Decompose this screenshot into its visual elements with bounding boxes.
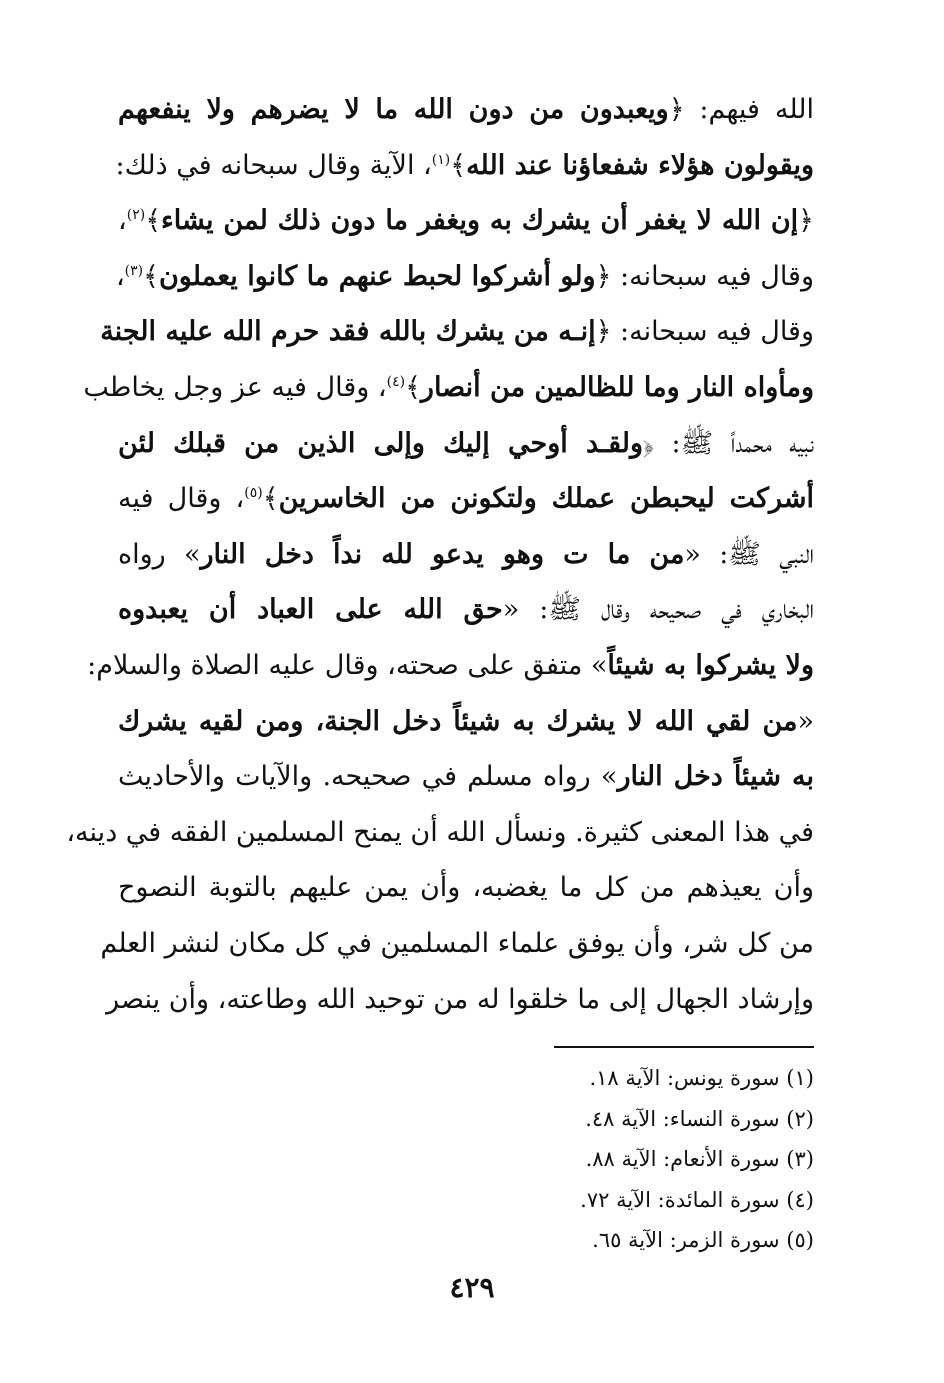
text-line (118, 582, 814, 638)
footnote-item: (٢) سورة النساء: الآية ٤٨. (585, 1106, 814, 1131)
footnotes (430, 1058, 814, 1261)
text-line (118, 416, 814, 472)
text-line (118, 694, 814, 750)
main-text (66, 82, 814, 1027)
page-number: ٤٢٩ (449, 1271, 495, 1304)
plain-text: النبي ﷺ: « (684, 538, 814, 570)
plain-text: ﴾ (450, 149, 467, 181)
plain-text: ، الآية وقال سبحانه في ذلك: (115, 149, 432, 181)
footnote-ref: (٣) (124, 262, 144, 279)
plain-text: الله فيهم: ﴿ (668, 94, 814, 125)
plain-text: نبيه محمداً ﷺ: ﴿ (643, 427, 814, 459)
plain-text: ، (118, 205, 127, 237)
plain-text: وإرشاد الجهال إلى ما خلقوا له من توحيد الله وطاعته، وأن ينصر (106, 983, 814, 1015)
plain-text: وقال فيه سبحانه: ﴿ (595, 260, 814, 292)
plain-text: ﴾ (143, 260, 159, 292)
quoted-text: ويقولون هؤلاء شفعاؤنا عند الله (466, 149, 814, 181)
plain-text: البخاري في صحيحه وقال ﷺ: « (502, 594, 814, 626)
quoted-text: من لقي الله لا يشرك به شيئاً دخل الجنة، ومن لقيه يشرك (118, 705, 798, 737)
text-line (83, 360, 814, 416)
plain-text: » رواه (118, 538, 201, 570)
text-line (118, 749, 814, 805)
text-line (106, 972, 814, 1028)
footnote-ref: (٢) (126, 207, 146, 224)
footnote-ref: (٥) (244, 485, 263, 502)
text-line (118, 471, 814, 527)
text-line (100, 916, 814, 972)
plain-text: « (797, 705, 814, 737)
footnote-item: (١) سورة يونس: الآية ١٨. (589, 1066, 814, 1090)
quoted-text: به شيئاً دخل النار (617, 761, 814, 793)
text-line (100, 304, 814, 360)
plain-text: ﴾ (145, 205, 162, 237)
quoted-text: أشركت ليحبطن عملك ولتكونن من الخاسرين (278, 483, 814, 515)
footnote-divider (554, 1046, 814, 1048)
plain-text: من كل شر، وأن يوفق علماء المسلمين في كل مكان لنشر العلم (100, 927, 814, 959)
quoted-text: ولو أشركوا لحبط عنهم ما كانوا يعملون (158, 260, 596, 292)
text-line (118, 193, 814, 249)
text-line (66, 805, 814, 861)
quoted-text: ولا يشركوا به شيئاً (607, 649, 814, 681)
plain-text: » رواه مسلم في صحيحه. والآيات والأحاديث (118, 761, 618, 793)
text-line (118, 860, 814, 916)
plain-text: وقال فيه سبحانه: ﴿ (595, 316, 814, 348)
plain-text: وأن يعيذهم من كل ما يغضبه، وأن يمن عليهم بالتوبة النصوح (118, 872, 814, 904)
plain-text: ، وقال فيه (118, 483, 245, 515)
footnote-ref: (٤) (386, 373, 406, 390)
quoted-text: ومأواه النار وما للظالمين من أنصار (420, 371, 814, 403)
footnote-item: (٣) سورة الأنعام: الآية ٨٨. (585, 1147, 814, 1171)
quoted-text: إنـه من يشرك بالله فقد حرم الله عليه الجنة (100, 316, 596, 348)
text-line (115, 249, 814, 305)
quoted-text: ولقـد أوحي إليك وإلى الذين من قبلك لئن (118, 427, 644, 459)
quoted-text: إن الله لا يغفر أن يشرك به ويغفر ما دون ذلك لمن يشاء (161, 205, 799, 237)
plain-text: » متفق على صحته، وقال عليه الصلاة والسلام: (87, 649, 608, 681)
plain-text: ، وقال فيه عز وجل يخاطب (83, 371, 387, 403)
text-line (118, 527, 814, 583)
quoted-text: من ما ت وهو يدعو لله نداً دخل النار (200, 538, 685, 570)
plain-text: في هذا المعنى كثيرة. ونسأل الله أن يمنح المسلمين الفقه في دينه، (66, 816, 814, 848)
plain-text: ﴾ (405, 371, 421, 403)
text-line (115, 138, 814, 194)
footnote-ref: (١) (431, 151, 451, 168)
quoted-text: حق الله على العباد أن يعبدوه (118, 594, 503, 626)
footnote-item: (٤) سورة المائدة: الآية ٧٢. (580, 1187, 814, 1212)
text-line (87, 638, 814, 694)
footnote-item: (٥) سورة الزمر: الآية ٦٥. (592, 1228, 814, 1252)
plain-text: ، (115, 260, 125, 292)
quoted-text: ويعبدون من دون الله ما لا يضرهم ولا ينفعهم (118, 94, 669, 125)
text-line (118, 82, 814, 138)
plain-text: ﴾ (262, 483, 279, 515)
plain-text: ﴿ (798, 205, 814, 237)
